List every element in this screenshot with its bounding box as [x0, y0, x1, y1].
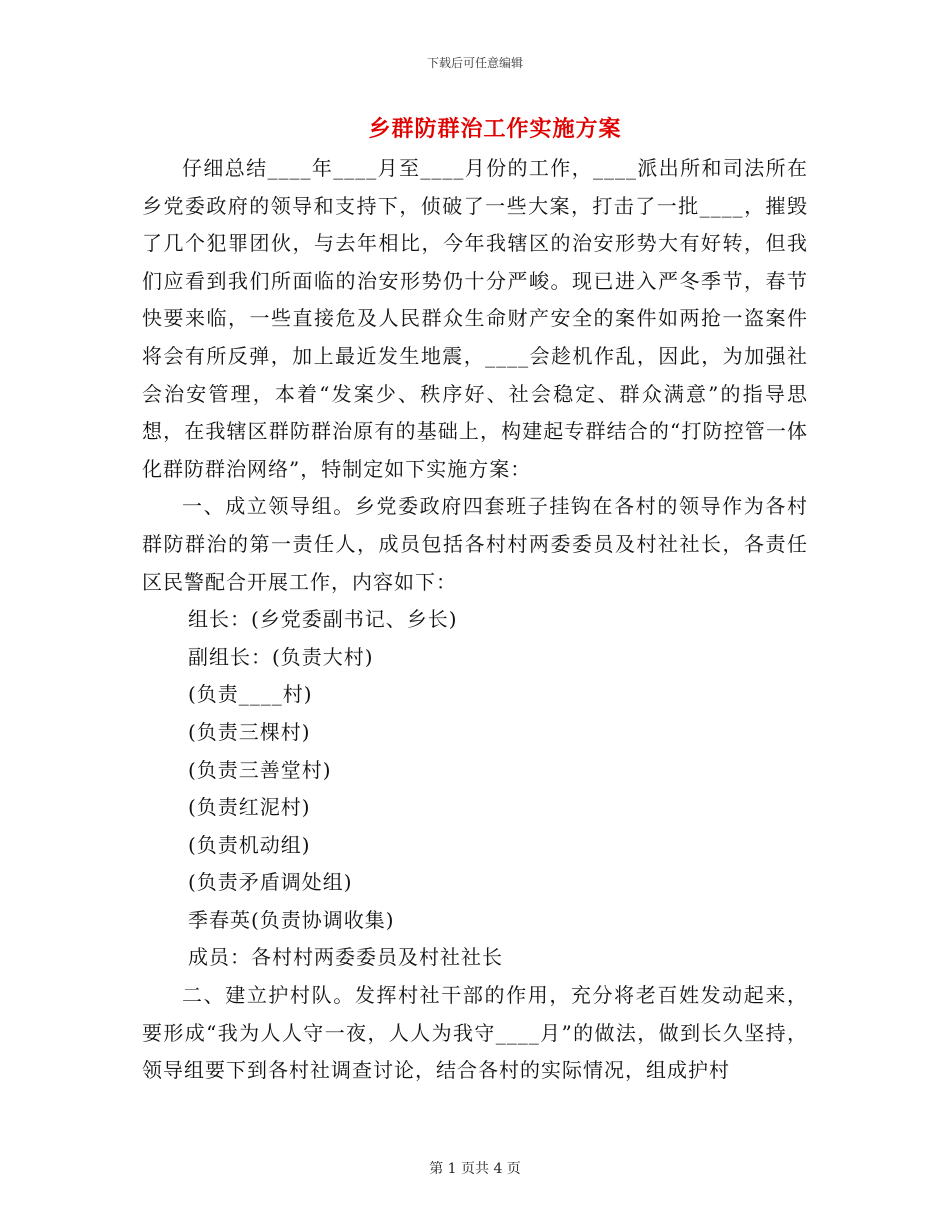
- roster-line: 组长：(乡党委副书记、乡长): [188, 607, 458, 632]
- roster-line: (负责红泥村): [188, 795, 311, 820]
- roster-line: 成员：各村村两委委员及村社社长: [188, 945, 503, 970]
- document-title: 乡群防群治工作实施方案: [368, 116, 622, 142]
- roster-line: (负责____村): [188, 682, 313, 707]
- header-note: 下载后可任意编辑: [426, 56, 523, 70]
- roster-line: 副组长：(负责大村): [188, 644, 374, 669]
- document-body: [142, 150, 808, 1090]
- intro-paragraph: 仔细总结____年____月至____月份的工作，____派出所和司法所在乡党委政府的领导和支持下，侦破了一些大案，打击了一批____，摧毁了几个犯罪团伙，与去年相比，今年我辖区的治安形势大有好转，但我们应看到我们所面临的治安形势仍十分严峻。现已进入严冬季节，春节快要来临，一些直接危及人民群众生命财产安全的案件如两抢一盗案件将会有所反弹，加上最近发生地震，____会趁机作乱，因此，为加强社会治安管理，本着“发案少、秩序好、社会稳定、群众满意”的指导思想，在我辖区群防群治原有的基础上，构建起专群结合的“打防控管一体化群防群治网络”，特制定如下实施方案：: [142, 156, 808, 481]
- roster-line: (负责三棵村): [188, 719, 311, 744]
- roster-line: (负责三善堂村): [188, 757, 332, 782]
- roster-line: 季春英(负责协调收集): [188, 907, 395, 932]
- section-one-paragraph: 一、成立领导组。乡党委政府四套班子挂钩在各村的领导作为各村群防群治的第一责任人，成员包括各村村两委委员及村社社长，各责任区民警配合开展工作，内容如下：: [142, 494, 808, 594]
- page-number: 第 1 页共 4 页: [429, 1161, 521, 1177]
- roster-line: (负责矛盾调处组): [188, 870, 353, 895]
- roster-line: (负责机动组): [188, 832, 311, 857]
- section-two-paragraph: 二、建立护村队。发挥村社干部的作用，充分将老百姓发动起来，要形成“我为人人守一夜，人人为我守____月”的做法，做到长久坚持，领导组要下到各村社调查讨论，结合各村的实际情况，组成护村: [142, 983, 808, 1083]
